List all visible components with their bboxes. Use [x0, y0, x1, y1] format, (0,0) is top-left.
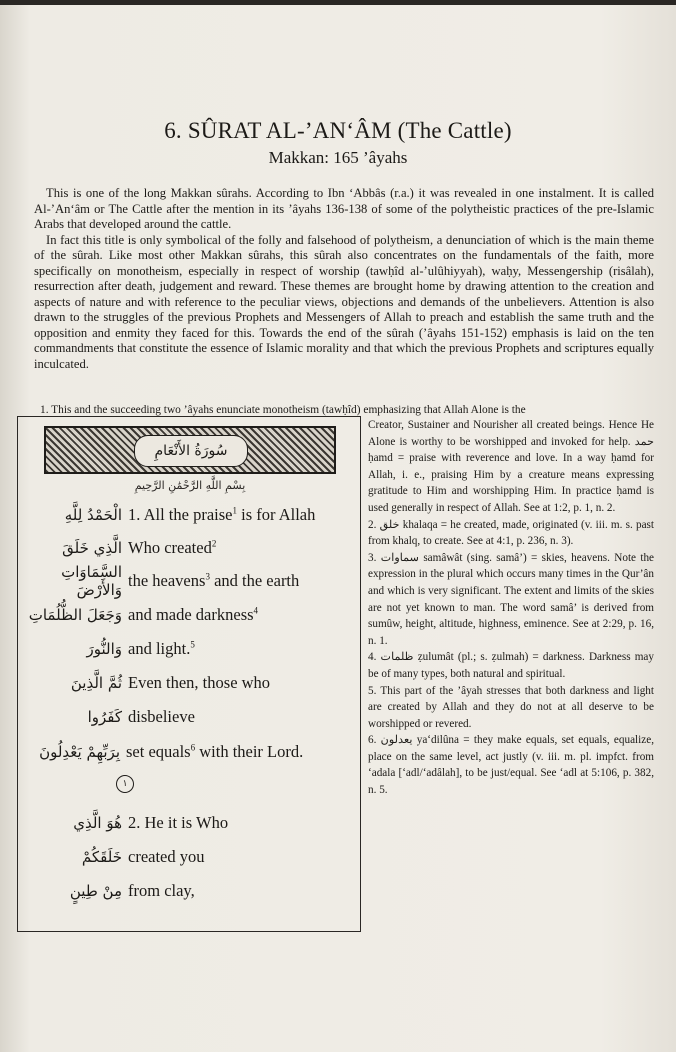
arabic-text: الَّذِي خَلَقَ — [62, 539, 122, 557]
footnote-marker: 4 — [253, 605, 259, 616]
footnote-marker: 5 — [190, 639, 195, 650]
verse-line — [18, 601, 358, 629]
arabic-text: بِرَبِّهِمْ يَعْدِلُونَ — [39, 743, 120, 761]
english-text: Even then, those who — [128, 673, 271, 692]
verse-line — [18, 738, 358, 766]
footnote-4: 4. ظلمات ẓulumât (pl.; s. ẓulmah) = darkness. Darkness may be of many types, both natural and spiritual. — [368, 651, 654, 680]
footnote-3: 3. سماوات samâwât (sing. samâ’) = skies, heavens. Note the expression in the plural which occurs many times in the Qur’ân and which is very significant. The extent and limits of the skies are not yet known to man. The word samâ’ is derived from sumûw, height, altitude, highness, eminence. See at 2:29, p. 16, n. 1. — [368, 551, 655, 647]
english-text: and made darkness$^4$ — [128, 605, 259, 624]
footnote-marker: 1 — [232, 505, 237, 516]
verse-line — [18, 534, 358, 562]
footnote-marker: 3 — [205, 571, 210, 582]
footnote-1-start: 1. This and the succeeding two ’âyahs enunciate monotheism (tawḥîd) emphasizing that Allah Alone is the — [40, 404, 526, 416]
footnote-marker: 6 — [190, 742, 196, 753]
footnote-5: 5. This part of the ’âyah stresses that both darkness and light are created by Allah and they do not at all deserve to be worshipped or revered. — [368, 684, 654, 730]
arabic-text: خَلَقَكُمْ — [81, 848, 122, 866]
ayah-number-marker: ١ — [116, 775, 134, 793]
english-text: Who created$^2$ — [128, 538, 217, 557]
verse-line — [18, 809, 358, 837]
english-text: the heavens$^3$ and the earth — [128, 571, 300, 590]
footnote-6: 6. يعدلون ya‘dilûna = they make equals, set equals, equalize, place on the same level, act justly (v. iii. m. pl. impfct. from ‘adala [‘adl/‘adâlah], to be just/equal. See ‘adl at 5:106, p. 382, n. 5. — [368, 734, 654, 797]
english-text: disbelieve — [128, 707, 195, 726]
verse-line — [18, 877, 358, 905]
footnote-marker: 2 — [211, 538, 217, 549]
arabic-text: الْحَمْدُ لِلَّهِ — [64, 506, 122, 524]
verse-line — [18, 843, 358, 871]
footnotes-column — [368, 417, 654, 799]
footnote-1-continued: Creator, Sustainer and Nourisher all created beings. Hence He Alone is worthy to be worshipped and invoked for help. حمد ḥamd = praise with reverence and love. In a way ḥamd for Allah, i. e., praising Him by a creature means expressing gratitude to Him and worshipping Him. In practice ḥamd is used generally in respect of Allah. See at 1:2, p. 1, n. 2. — [368, 419, 654, 514]
verse-line — [18, 501, 358, 529]
english-text: created you — [128, 847, 205, 866]
arabic-text: هُوَ الَّذِي — [73, 814, 122, 832]
surah-banner — [44, 426, 336, 474]
verse-line — [18, 563, 358, 599]
english-text: and light.$^5$ — [128, 639, 195, 658]
english-text: from clay, — [128, 881, 195, 900]
english-text: 1. All the praise$^1$ is for Allah — [128, 505, 316, 524]
introduction — [34, 186, 654, 372]
verse-line — [18, 635, 358, 663]
arabic-text: وَالنُّورَ — [86, 640, 122, 658]
arabic-text: السَّمَاوَاتِ وَالأَرْضَ — [61, 563, 122, 599]
english-text: 2. He it is Who — [128, 813, 229, 832]
surah-title: 6. SÛRAT AL-’AN‘ÂM (The Cattle) — [164, 118, 512, 143]
arabic-text: مِنْ طِينٍ — [69, 882, 122, 900]
arabic-text: ثُمَّ الَّذِينَ — [70, 674, 122, 692]
banner-title: سُورَةُ الأَنْعَامِ — [134, 435, 248, 467]
arabic-text: كَفَرُوا — [87, 708, 122, 726]
surah-subtitle: Makkan: 165 ’âyahs — [268, 148, 408, 167]
intro-paragraph-1: This is one of the long Makkan sûrahs. According to Ibn ‘Abbâs (r.a.) it was revealed in one instalment. It is called Al-’An‘âm or The Cattle after the mention in its ’âyahs 136-138 of some of the polytheistic practices of the pre-Islamic Arabs that developed around the cattle. — [34, 186, 654, 231]
basmala: بِسْمِ اللَّهِ الرَّحْمَٰنِ الرَّحِيمِ — [134, 479, 246, 492]
arabic-text: وَجَعَلَ الظُّلُمَاتِ — [28, 606, 122, 624]
verse-line — [18, 703, 358, 731]
verse-line — [18, 669, 358, 697]
english-text: set equals$^6$ with their Lord. — [126, 742, 304, 761]
intro-paragraph-2: In fact this title is only symbolical of the folly and falsehood of polytheism, a denunciation of which is the main theme of the sûrah. Like most other Makkan sûrahs, this sûrah also concentrates on the fundamentals of the faith, more specifically on monotheism, especially in respect of worship (tawḥîd al-’ulûhiyyah), waḥy, Messengership (risâlah), resurrection after death, judgement and reward. These themes are brought home by drawing attention to the creation and aspects of nature and with reference to the peculiar views, objections and demands of the unbelievers. Attention is also drawn to the struggles of the previous Prophets and Messengers of Allah to preach and establish the same truth and the opposition and enmity they faced for this. Towards the end of the sûrah (’âyahs 151-152) emphasis is laid on the ten commandments that constitute the essence of Islamic morality and that which the previous Prophets and scriptures equally inculcated. — [34, 232, 654, 371]
footnote-2: 2. خلق khalaqa = he created, made, originated (v. iii. m. s. past from khalq, to create. See at 4:1, p. 236, n. 3). — [368, 518, 654, 548]
verse-panel — [17, 416, 361, 932]
page-top-edge — [0, 0, 676, 5]
